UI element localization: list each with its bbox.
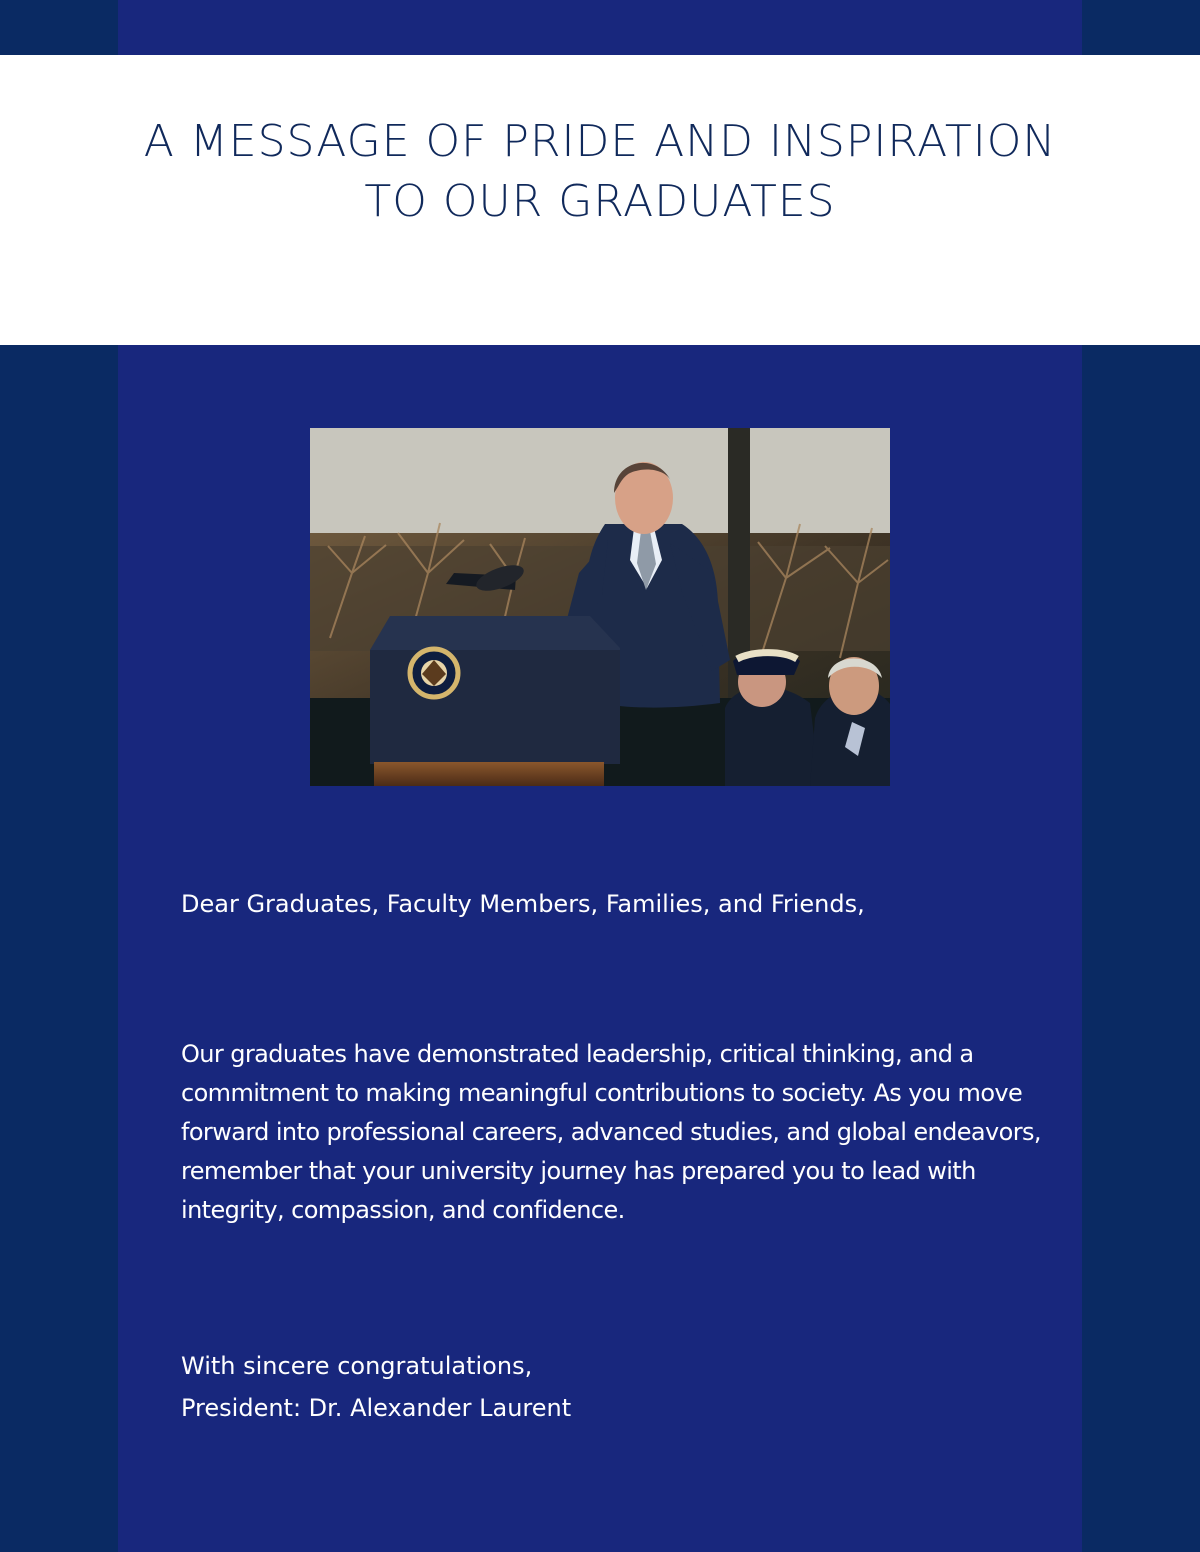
letter-closing	[181, 1345, 1031, 1429]
graduation-speaker-photo	[310, 428, 890, 786]
page-title-line-2: TO OUR GRADUATES	[364, 176, 836, 227]
closing-line: With sincere congratulations,	[181, 1352, 533, 1380]
signature-line: President: Dr. Alexander Laurent	[181, 1394, 572, 1422]
graduation-speaker-photo-icon	[310, 428, 890, 786]
letter-body-paragraph: Our graduates have demonstrated leadership, critical thinking, and a commitment to making meaningful contributions to society. As you move forward into professional careers, advanced studies, and global endeavors, remember that your university journey has prepared you to lead with integrity, compassion, and confidence.	[181, 1040, 1041, 1224]
letter-salutation: Dear Graduates, Faculty Members, Families, and Friends,	[181, 890, 865, 918]
page-title	[0, 112, 1200, 232]
page-title-line-1: A MESSAGE OF PRIDE AND INSPIRATION	[143, 116, 1057, 167]
